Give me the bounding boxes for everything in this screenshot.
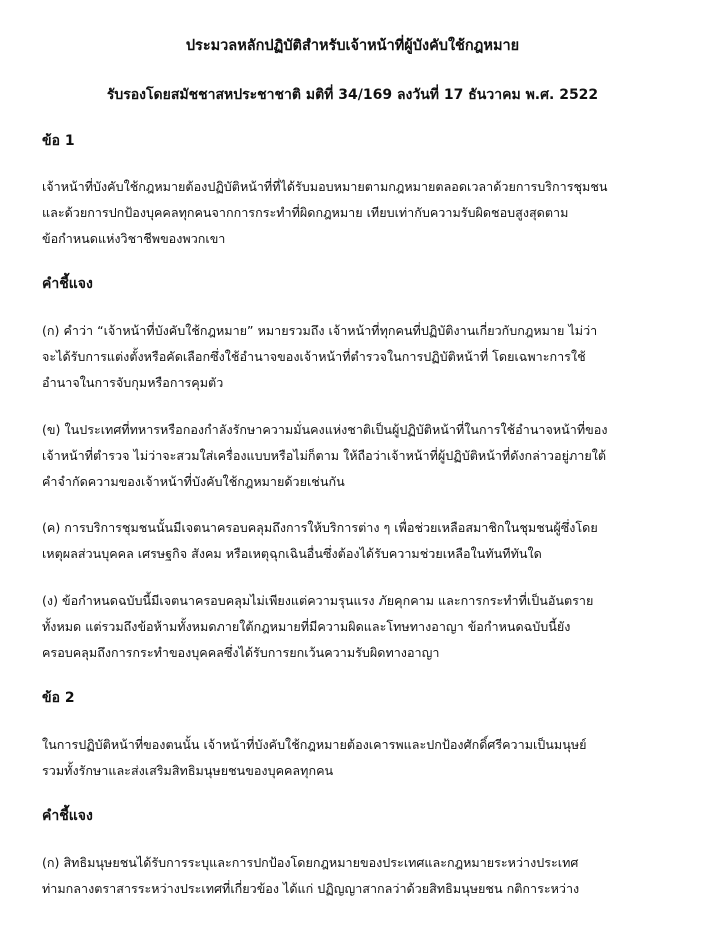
document-subtitle: รับรองโดยสมัชชาสหประชาชาติ มติที่ 34/169 ลงวันที่ 17 ธันวาคม พ.ศ. 2522 [106, 87, 599, 103]
text-line: เจ้าหน้าที่บังคับใช้กฎหมายต้องปฏิบัติหน้าที่ที่ได้รับมอบหมายตามกฎหมายตลอดเวลาด้วยการบริการชุมชน [42, 179, 608, 194]
document-title: ประมวลหลักปฏิบัติสำหรับเจ้าหน้าที่ผู้บังคับใช้กฎหมาย [185, 38, 520, 54]
text-line: เจ้าหน้าที่ตำรวจ ไม่ว่าจะสวมใส่เครื่องแบบหรือไม่ก็ตาม ให้ถือว่าเจ้าหน้าที่ผู้ปฏิบัติหน้าที่ดังกล่าวอยู่ภายใต้ [42, 448, 607, 463]
article-2-text [42, 732, 668, 784]
article-1-commentary-heading: คำชี้แจง [42, 276, 93, 292]
article-1-commentary-a [42, 318, 668, 396]
text-line: (ค) การบริการชุมชนนั้นมีเจตนาครอบคลุมถึงการให้บริการต่าง ๆ เพื่อช่วยเหลือสมาชิกในชุมชนผู้ซึ่งโดย [42, 520, 598, 535]
article-1-heading: ข้อ 1 [42, 133, 75, 149]
article-2-heading: ข้อ 2 [42, 690, 75, 706]
text-line: ทั้งหมด แต่รวมถึงข้อห้ามทั้งหมดภายใต้กฎหมายที่มีความผิดและโทษทางอาญา ข้อกำหนดฉบับนี้ยัง [42, 619, 571, 634]
text-line: อำนาจในการจับกุมหรือการคุมตัว [42, 375, 224, 390]
text-line: รวมทั้งรักษาและส่งเสริมสิทธิมนุษยชนของบุคคลทุกคน [42, 763, 334, 778]
text-line: คำจำกัดความของเจ้าหน้าที่บังคับใช้กฎหมายด้วยเช่นกัน [42, 474, 345, 489]
text-line: (ง) ข้อกำหนดฉบับนี้มีเจตนาครอบคลุมไม่เพียงแต่ความรุนแรง ภัยคุกคาม และการกระทำที่เป็นอันตราย [42, 593, 594, 608]
article-2-commentary-a [42, 850, 668, 902]
text-line: และด้วยการปกป้องบุคคลทุกคนจากการกระทำที่ผิดกฎหมาย เทียบเท่ากับความรับผิดชอบสูงสุดตาม [42, 205, 569, 220]
article-1-commentary-c [42, 515, 668, 567]
text-line: ข้อกำหนดแห่งวิชาชีพของพวกเขา [42, 231, 226, 246]
text-line: (ก) สิทธิมนุษยชนได้รับการระบุและการปกป้องโดยกฎหมายของประเทศและกฎหมายระหว่างประเทศ [42, 855, 579, 870]
text-line: ท่ามกลางตราสารระหว่างประเทศที่เกี่ยวข้อง ได้แก่ ปฏิญญาสากลว่าด้วยสิทธิมนุษยชน กติการะหว่าง [42, 881, 580, 896]
article-1-commentary-b [42, 417, 668, 495]
article-1-commentary-d [42, 588, 668, 666]
text-line: เหตุผลส่วนบุคคล เศรษฐกิจ สังคม หรือเหตุฉุกเฉินอื่นซึ่งต้องได้รับความช่วยเหลือในทันทีทันใด [42, 546, 542, 561]
text-line: จะได้รับการแต่งตั้งหรือคัดเลือกซึ่งใช้อำนาจของเจ้าหน้าที่ตำรวจในการปฏิบัติหน้าที่ โดยเฉพาะการใช้ [42, 349, 586, 364]
article-1-text [42, 174, 668, 252]
text-line: ในการปฏิบัติหน้าที่ของตนนั้น เจ้าหน้าที่บังคับใช้กฎหมายต้องเคารพและปกป้องศักดิ์ศรีความเป็นมนุษย์ [42, 737, 587, 752]
text-line: (ข) ในประเทศที่ทหารหรือกองกำลังรักษาความมั่นคงแห่งชาติเป็นผู้ปฏิบัติหน้าที่ในการใช้อำนาจหน้าที่ของ [42, 422, 608, 437]
text-line: ครอบคลุมถึงการกระทำของบุคคลซึ่งได้รับการยกเว้นความรับผิดทางอาญา [42, 645, 440, 660]
text-line: (ก) คำว่า “เจ้าหน้าที่บังคับใช้กฎหมาย” หมายรวมถึง เจ้าหน้าที่ทุกคนที่ปฏิบัติงานเกี่ยวกับกฎหมาย ไม่ว่า [42, 323, 598, 338]
article-2-commentary-heading: คำชี้แจง [42, 808, 93, 824]
